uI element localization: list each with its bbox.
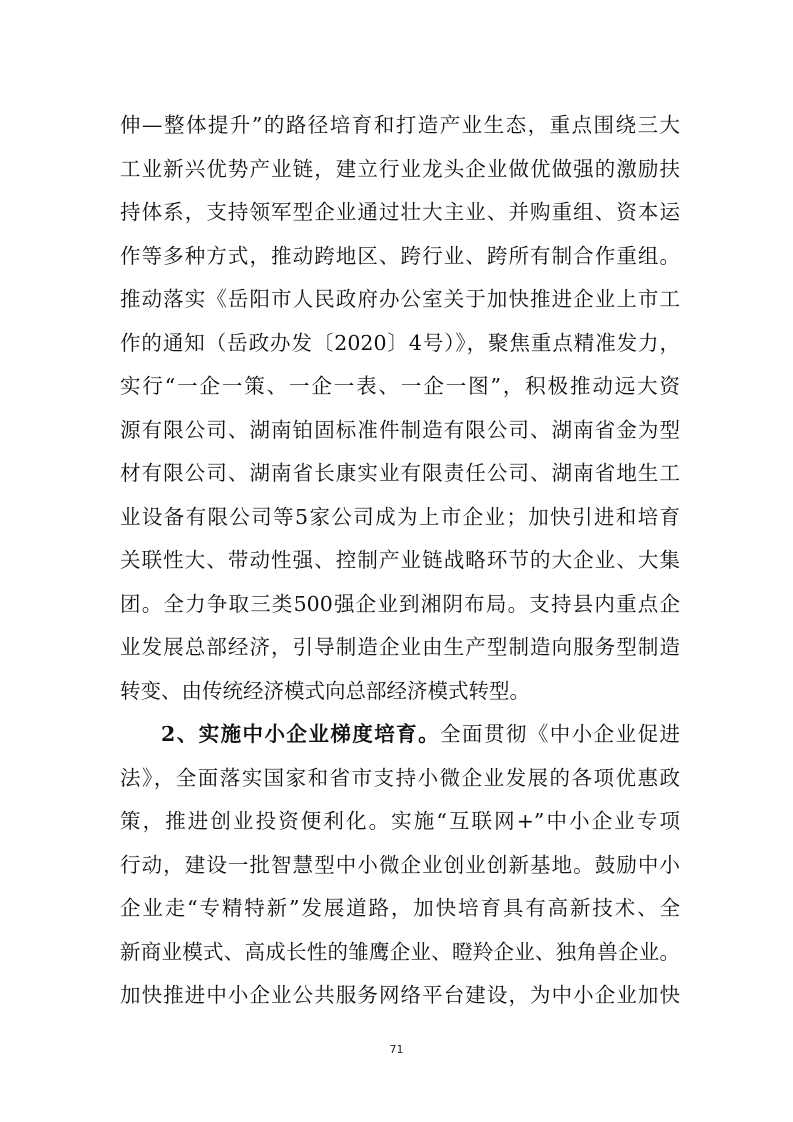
text-line: 作的通知（岳政办发〔2020〕4号）》，聚焦重点精准发力， — [120, 331, 680, 355]
text-line: 策，推进创业投资便利化。实施“互联网+”中小企业专项 — [120, 809, 680, 833]
text-line: 材有限公司、湖南省长康实业有限责任公司、湖南省地生工 — [120, 461, 680, 485]
text-line: 关联性大、带动性强、控制产业链战略环节的大企业、大集 — [120, 548, 680, 572]
text-line: 业发展总部经济，引导制造企业由生产型制造向服务型制造 — [120, 635, 680, 659]
heading-line-text: 全面贯彻《中小企业促进 — [440, 722, 681, 746]
text-line: 伸—整体提升”的路径培育和打造产业生态，重点围绕三大 — [120, 113, 680, 137]
text-line: 工业新兴优势产业链，建立行业龙头企业做优做强的激励扶 — [120, 157, 680, 181]
text-line: 推动落实《岳阳市人民政府办公室关于加快推进企业上市工 — [120, 287, 680, 311]
text-line: 团。全力争取三类500强企业到湘阴布局。支持县内重点企 — [120, 592, 680, 616]
text-line: 行动，建设一批智慧型中小微企业创业创新基地。鼓励中小 — [120, 853, 680, 877]
text-line: 转变、由传统经济模式向总部经济模式转型。 — [120, 679, 530, 703]
text-line: 企业走“专精特新”发展道路，加快培育具有高新技术、全 — [120, 896, 680, 920]
text-line: 源有限公司、湖南铂固标准件制造有限公司、湖南省金为型 — [120, 418, 680, 442]
section-heading-line — [161, 718, 680, 750]
text-line: 新商业模式、高成长性的雏鹰企业、瞪羚企业、独角兽企业。 — [120, 940, 680, 964]
text-line: 业设备有限公司等5家公司成为上市企业；加快引进和培育 — [120, 505, 680, 529]
page-number: 71 — [389, 1043, 404, 1056]
text-line: 法》，全面落实国家和省市支持小微企业发展的各项优惠政 — [120, 766, 680, 790]
text-line: 持体系，支持领军型企业通过壮大主业、并购重组、资本运 — [120, 200, 680, 224]
text-line: 实行“一企一策、一企一表、一企一图”，积极推动远大资 — [120, 374, 680, 398]
section-heading: 2、实施中小企业梯度培育。 — [161, 722, 441, 746]
text-line: 作等多种方式，推动跨地区、跨行业、跨所有制合作重组。 — [120, 244, 680, 268]
text-line: 加快推进中小企业公共服务网络平台建设，为中小企业加快 — [120, 983, 680, 1007]
